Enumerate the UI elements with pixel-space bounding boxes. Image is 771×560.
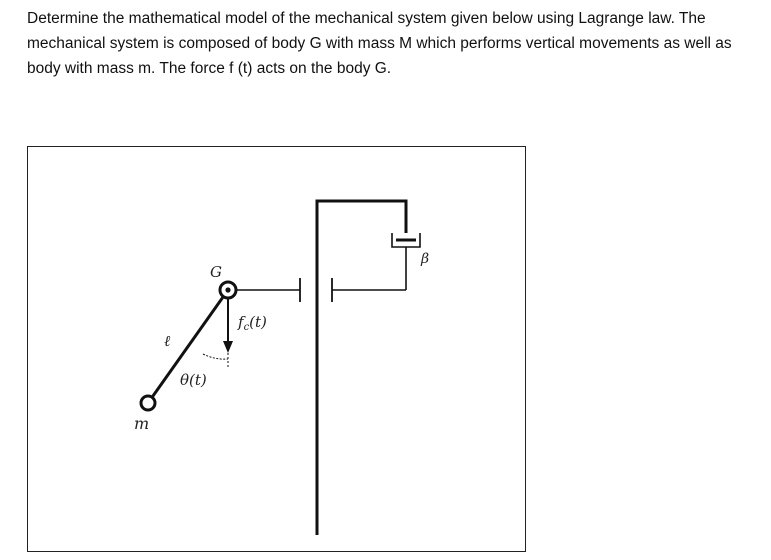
- label-angle: θ(t): [180, 371, 207, 389]
- label-damper-beta: β: [421, 251, 430, 267]
- pendulum-mass-m: [141, 396, 155, 410]
- force-arrow-head: [223, 341, 233, 353]
- angle-arc: [203, 354, 228, 359]
- wall-frame: [317, 201, 406, 535]
- label-force: [237, 313, 267, 333]
- label-mass-m: m: [134, 414, 150, 433]
- label-pendulum-length: ℓ: [164, 332, 171, 350]
- label-force-subscript: c: [243, 322, 250, 333]
- body-g: [220, 282, 236, 298]
- label-force-base: f: [238, 313, 244, 331]
- mechanical-system-diagram: [28, 147, 527, 553]
- label-body-g: G: [210, 263, 222, 281]
- problem-statement: Determine the mathematical model of the mechanical system given below using Lagrange law. The mechanical system is composed of body G with mass M which performs vertical movements as well as body with mass m. The force f (t) acts on the body G.: [27, 10, 732, 77]
- mechanical-system-figure: [27, 146, 526, 552]
- damper-beta: [392, 233, 420, 290]
- label-force-arg: (t): [249, 313, 267, 331]
